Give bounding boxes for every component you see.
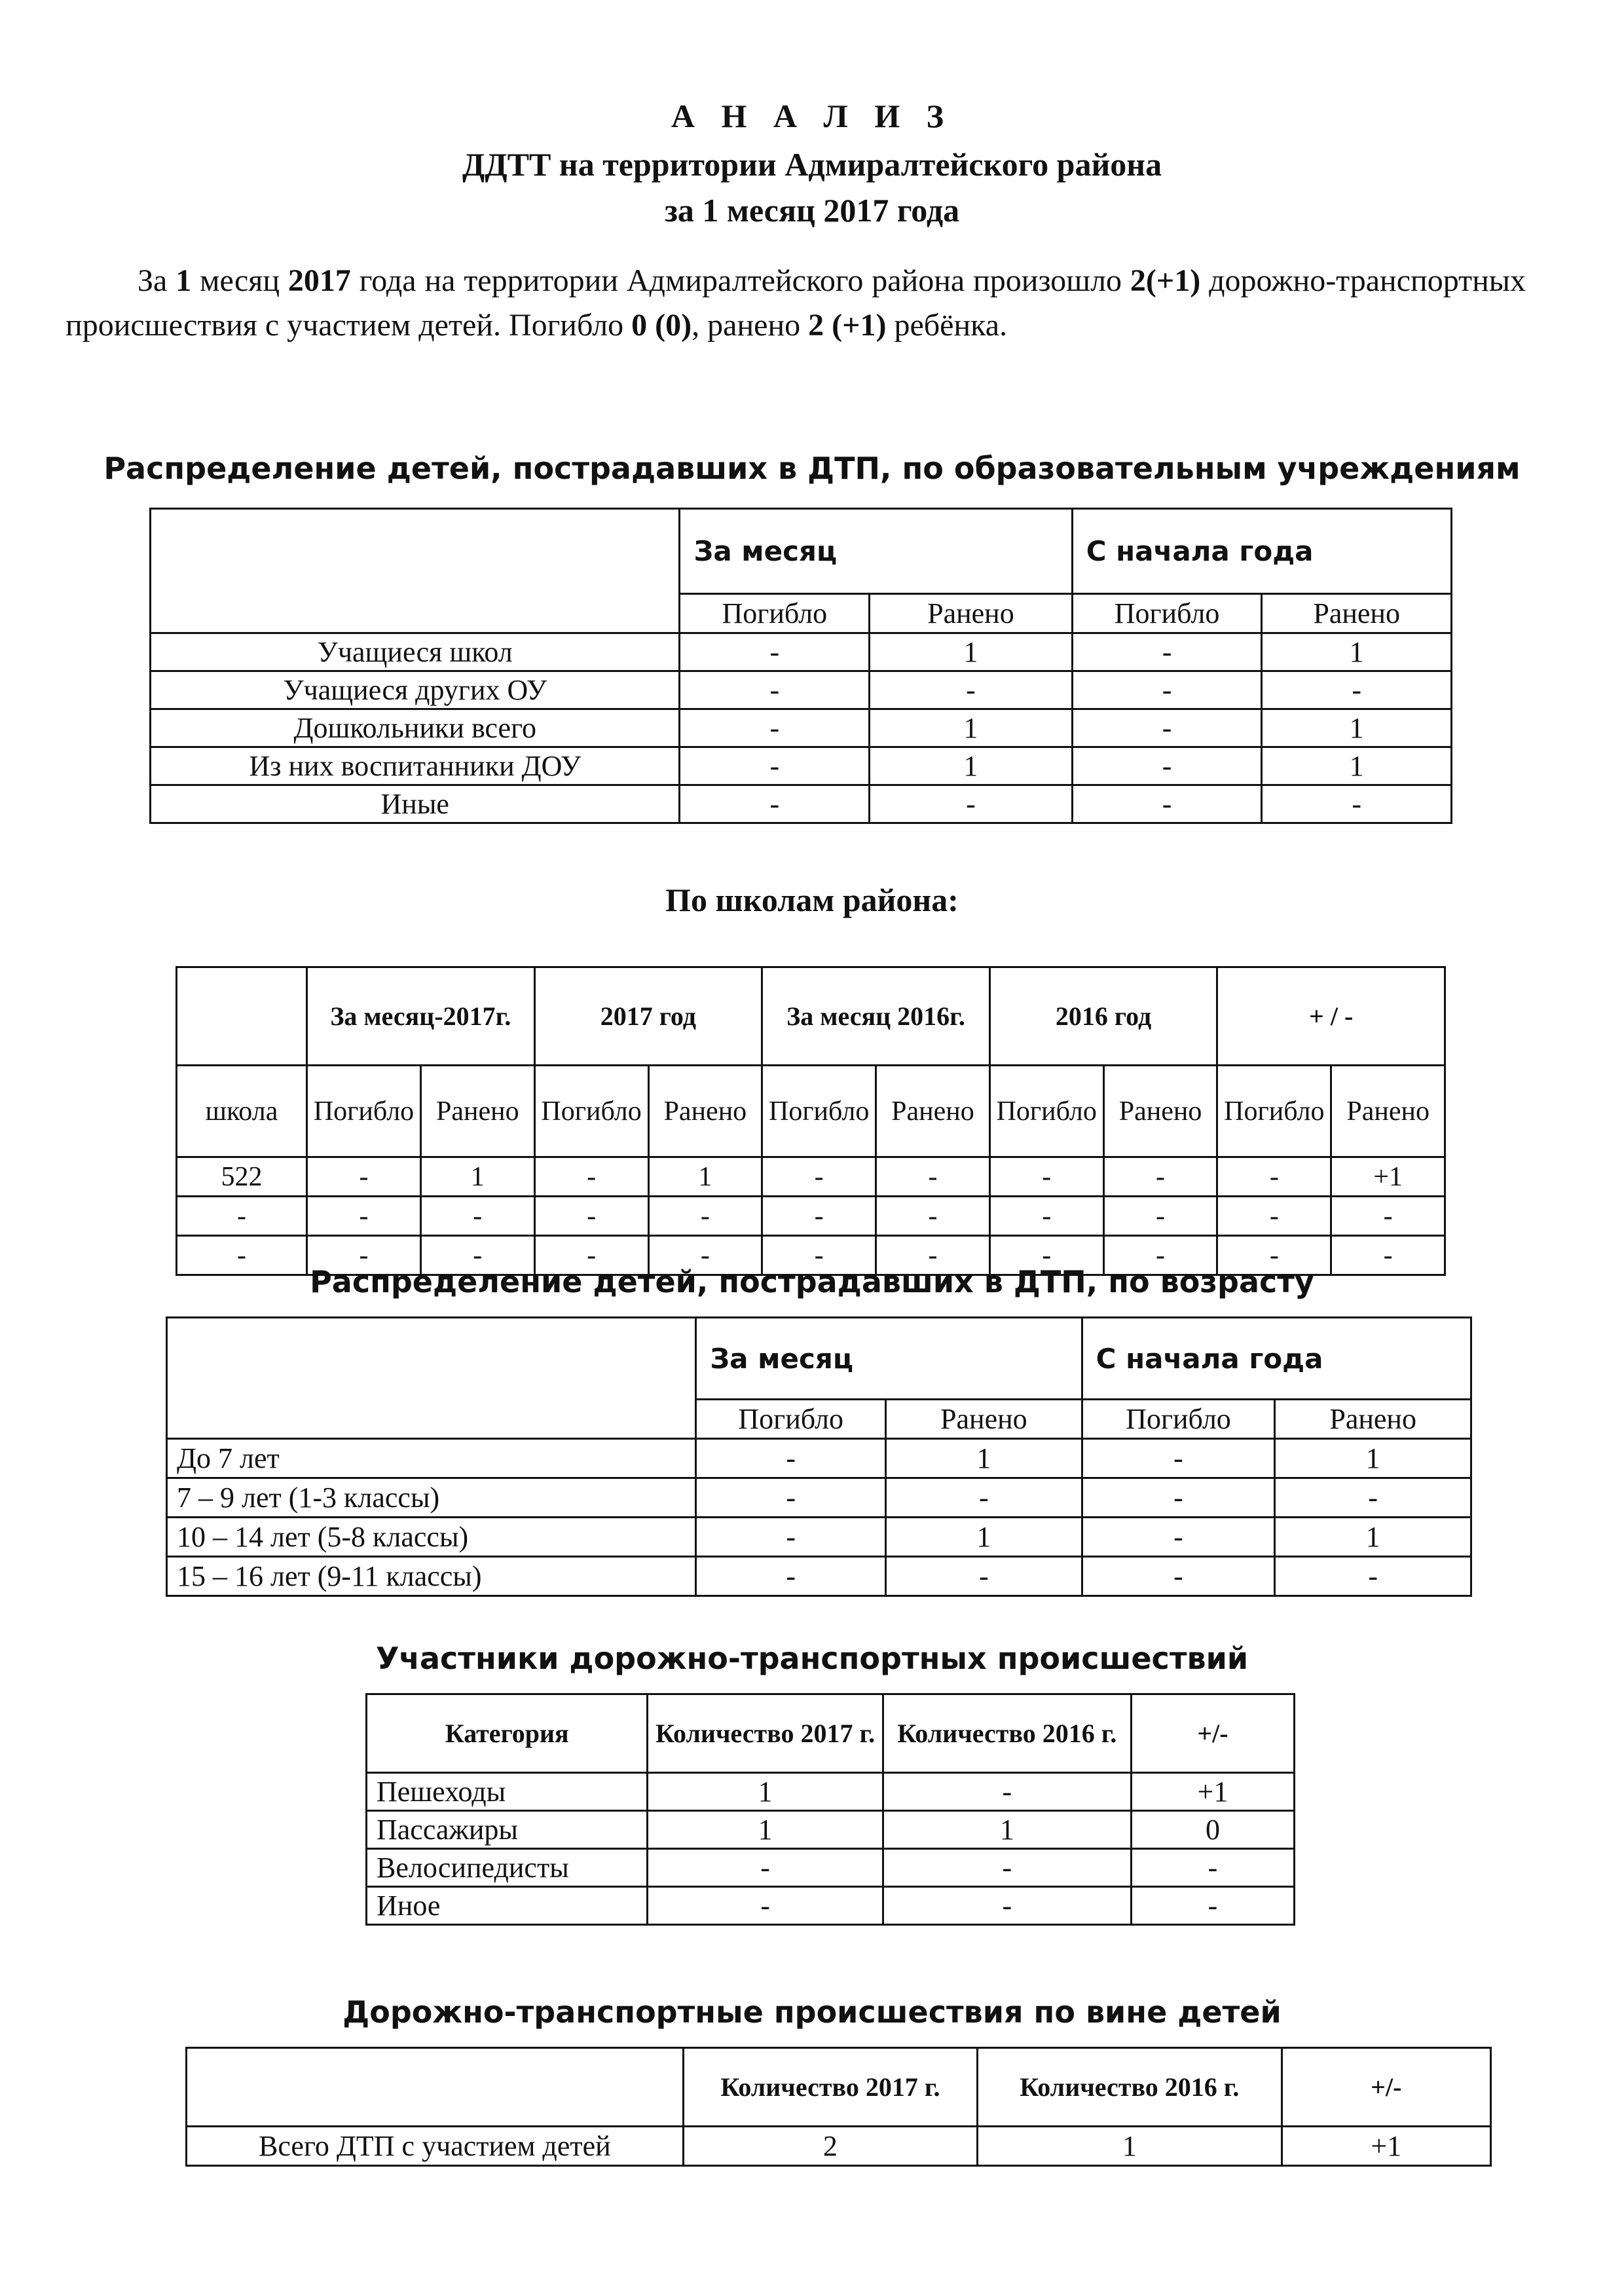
table2-sub: Погибло <box>1217 1066 1331 1157</box>
table3-sub: Ранено <box>886 1400 1082 1439</box>
cell: - <box>1072 785 1262 823</box>
table3-group-year: С начала года <box>1082 1318 1471 1400</box>
table4-title: Участники дорожно-транспортных происшествий <box>375 1641 1249 1676</box>
cell: - <box>1131 1887 1294 1925</box>
table4-header: Количество 2017 г. <box>648 1694 883 1773</box>
intro-text: ребёнка. <box>886 308 1008 343</box>
table3-sub: Ранено <box>1275 1400 1471 1439</box>
cell: - <box>421 1236 535 1275</box>
cell: - <box>1072 671 1262 709</box>
table5-header: Количество 2016 г. <box>978 2048 1282 2127</box>
table2-sub: Погибло <box>307 1066 421 1157</box>
cell: - <box>421 1197 535 1236</box>
table-row <box>167 1439 1471 1478</box>
cell: - <box>989 1236 1103 1275</box>
row-label: 15 – 16 лет (9-11 классы) <box>167 1557 696 1596</box>
cell: 2 <box>683 2127 977 2166</box>
cell: - <box>1103 1236 1217 1275</box>
table1-corner <box>151 509 680 633</box>
table4-header: Количество 2016 г. <box>883 1694 1131 1773</box>
table2-title: По школам района: <box>665 882 959 918</box>
table-row <box>151 785 1452 823</box>
intro-bold: 2017 <box>287 263 351 298</box>
cell: - <box>1082 1518 1275 1557</box>
cell: - <box>648 1197 762 1236</box>
cell: - <box>1072 709 1262 747</box>
cell: +1 <box>1331 1157 1445 1197</box>
cell: - <box>1262 671 1452 709</box>
cell: - <box>1217 1157 1331 1197</box>
table-row <box>151 747 1452 785</box>
table-row <box>167 1557 1471 1596</box>
cell: - <box>762 1236 876 1275</box>
row-label: Учащиеся школ <box>151 633 680 671</box>
cell: 1 <box>648 1773 883 1811</box>
cell: - <box>870 785 1073 823</box>
table5-header <box>187 2048 684 2127</box>
school-number: - <box>177 1197 307 1236</box>
cell: - <box>1103 1197 1217 1236</box>
cell: - <box>534 1157 648 1197</box>
table1-sub: Ранено <box>1262 594 1452 633</box>
cell: - <box>870 671 1073 709</box>
row-label: Иные <box>151 785 680 823</box>
table3-corner <box>167 1318 696 1439</box>
table3-sub: Погибло <box>696 1400 886 1439</box>
cell: 1 <box>870 747 1073 785</box>
cell: - <box>1217 1197 1331 1236</box>
table4-header: Категория <box>367 1694 648 1773</box>
cell: 1 <box>870 633 1073 671</box>
cell: - <box>1275 1557 1471 1596</box>
table-by-age <box>166 1316 1472 1597</box>
cell: - <box>648 1887 883 1925</box>
cell: - <box>886 1478 1082 1518</box>
cell: 1 <box>978 2127 1282 2166</box>
table5-header: +/- <box>1282 2048 1490 2127</box>
intro-text: года на территории Адмиралтейского района произошло <box>350 263 1130 298</box>
row-label: Всего ДТП с участием детей <box>187 2127 684 2166</box>
intro-paragraph <box>65 259 1526 348</box>
cell: - <box>696 1478 886 1518</box>
table1-group-month: За месяц <box>680 509 1072 594</box>
cell: - <box>696 1518 886 1557</box>
table2-sub: Ранено <box>421 1066 535 1157</box>
cell: - <box>1082 1557 1275 1596</box>
cell: 1 <box>648 1811 883 1849</box>
cell: - <box>1082 1478 1275 1518</box>
row-label: Учащиеся других ОУ <box>151 671 680 709</box>
cell: - <box>648 1849 883 1887</box>
cell: - <box>1275 1478 1471 1518</box>
intro-bold: 2(+1) <box>1130 263 1201 298</box>
cell: - <box>989 1157 1103 1197</box>
table1-sub: Ранено <box>870 594 1073 633</box>
table5-title: Дорожно-транспортные происшествия по вине детей <box>342 1994 1282 2030</box>
table2-sub: Погибло <box>762 1066 876 1157</box>
table2-sub: Ранено <box>648 1066 762 1157</box>
table2-group: За месяц-2017г. <box>307 967 535 1066</box>
school-number: - <box>177 1236 307 1275</box>
cell: - <box>680 747 870 785</box>
cell: +1 <box>1131 1773 1294 1811</box>
table2-sub: Ранено <box>876 1066 990 1157</box>
cell: - <box>1331 1197 1445 1236</box>
table1-title: Распределение детей, пострадавших в ДТП, по образовательным учреждениям <box>103 451 1521 486</box>
table-row <box>167 1478 1471 1518</box>
table-row <box>167 1518 1471 1557</box>
cell: - <box>876 1197 990 1236</box>
table1-group-year: С начала года <box>1072 509 1451 594</box>
cell: - <box>876 1236 990 1275</box>
table2-corner <box>177 967 307 1066</box>
doc-title: А Н А Л И З <box>671 98 953 134</box>
cell: - <box>696 1439 886 1478</box>
cell: - <box>1331 1236 1445 1275</box>
cell: 1 <box>883 1811 1131 1849</box>
cell: - <box>307 1197 421 1236</box>
table2-group: За месяц 2016г. <box>762 967 990 1066</box>
table5-header: Количество 2017 г. <box>683 2048 977 2127</box>
table2-sub: Ранено <box>1331 1066 1445 1157</box>
row-label: Дошкольники всего <box>151 709 680 747</box>
cell: 1 <box>870 709 1073 747</box>
table2-sub: Погибло <box>989 1066 1103 1157</box>
cell: - <box>886 1557 1082 1596</box>
intro-text: дорожно-транспортных происшествия с участием детей. Погибло <box>65 263 1526 343</box>
table-row <box>367 1849 1295 1887</box>
cell: - <box>883 1773 1131 1811</box>
table2-group: 2016 год <box>989 967 1217 1066</box>
cell: - <box>680 785 870 823</box>
table-row <box>177 1197 1445 1236</box>
row-label: 7 – 9 лет (1-3 классы) <box>167 1478 696 1518</box>
table-row <box>151 633 1452 671</box>
row-label: 10 – 14 лет (5-8 классы) <box>167 1518 696 1557</box>
cell: 1 <box>1262 633 1452 671</box>
table3-group-month: За месяц <box>696 1318 1082 1400</box>
intro-text: За <box>138 263 176 298</box>
doc-subtitle: ДДТТ на территории Адмиралтейского района <box>462 146 1162 183</box>
table-row <box>177 1157 1445 1197</box>
table3-title: Распределение детей, пострадавших в ДТП, по возрасту <box>310 1264 1314 1299</box>
cell: 1 <box>648 1157 762 1197</box>
intro-bold: 2 (+1) <box>808 308 887 343</box>
table1-sub: Погибло <box>1072 594 1262 633</box>
table-row <box>151 709 1452 747</box>
table4-header: +/- <box>1131 1694 1294 1773</box>
table2-sub: Ранено <box>1103 1066 1217 1157</box>
cell: +1 <box>1282 2127 1490 2166</box>
cell: - <box>307 1236 421 1275</box>
cell: - <box>883 1849 1131 1887</box>
intro-text: , ранено <box>692 308 809 343</box>
cell: - <box>876 1157 990 1197</box>
table-by-school <box>175 966 1446 1276</box>
table2-group: + / - <box>1217 967 1445 1066</box>
cell: - <box>1262 785 1452 823</box>
row-label: Пассажиры <box>367 1811 648 1849</box>
table-row <box>367 1773 1295 1811</box>
row-label: Пешеходы <box>367 1773 648 1811</box>
table-participants <box>365 1693 1295 1926</box>
cell: - <box>1131 1849 1294 1887</box>
cell: 1 <box>1275 1439 1471 1478</box>
cell: - <box>696 1557 886 1596</box>
cell: 1 <box>1262 747 1452 785</box>
cell: - <box>883 1887 1131 1925</box>
table-by-child-fault <box>185 2047 1492 2167</box>
row-label: До 7 лет <box>167 1439 696 1478</box>
table-row <box>187 2127 1491 2166</box>
cell: - <box>534 1197 648 1236</box>
cell: - <box>680 671 870 709</box>
table3-sub: Погибло <box>1082 1400 1275 1439</box>
intro-bold: 0 (0) <box>631 308 692 343</box>
table-row <box>367 1887 1295 1925</box>
row-label: Из них воспитанники ДОУ <box>151 747 680 785</box>
row-label: Велосипедисты <box>367 1849 648 1887</box>
row-label: Иное <box>367 1887 648 1925</box>
table-row <box>367 1811 1295 1849</box>
cell: 0 <box>1131 1811 1294 1849</box>
cell: - <box>1072 747 1262 785</box>
cell: 1 <box>1262 709 1452 747</box>
cell: 1 <box>1275 1518 1471 1557</box>
cell: - <box>1082 1439 1275 1478</box>
cell: 1 <box>421 1157 535 1197</box>
cell: 1 <box>886 1439 1082 1478</box>
doc-period: за 1 месяц 2017 года <box>664 192 960 229</box>
cell: - <box>1072 633 1262 671</box>
table2-group: 2017 год <box>534 967 762 1066</box>
cell: - <box>680 633 870 671</box>
table-by-institution <box>149 508 1452 824</box>
school-number: 522 <box>177 1157 307 1197</box>
table1-sub: Погибло <box>680 594 870 633</box>
table-row <box>151 671 1452 709</box>
cell: - <box>989 1197 1103 1236</box>
table2-school-header: школа <box>177 1066 307 1157</box>
intro-text: месяц <box>191 263 288 298</box>
cell: - <box>1217 1236 1331 1275</box>
cell: - <box>1103 1157 1217 1197</box>
cell: 1 <box>886 1518 1082 1557</box>
cell: - <box>762 1157 876 1197</box>
cell: - <box>762 1197 876 1236</box>
cell: - <box>648 1236 762 1275</box>
cell: - <box>307 1157 421 1197</box>
table2-sub: Погибло <box>534 1066 648 1157</box>
cell: - <box>534 1236 648 1275</box>
intro-bold: 1 <box>175 263 192 298</box>
cell: - <box>680 709 870 747</box>
